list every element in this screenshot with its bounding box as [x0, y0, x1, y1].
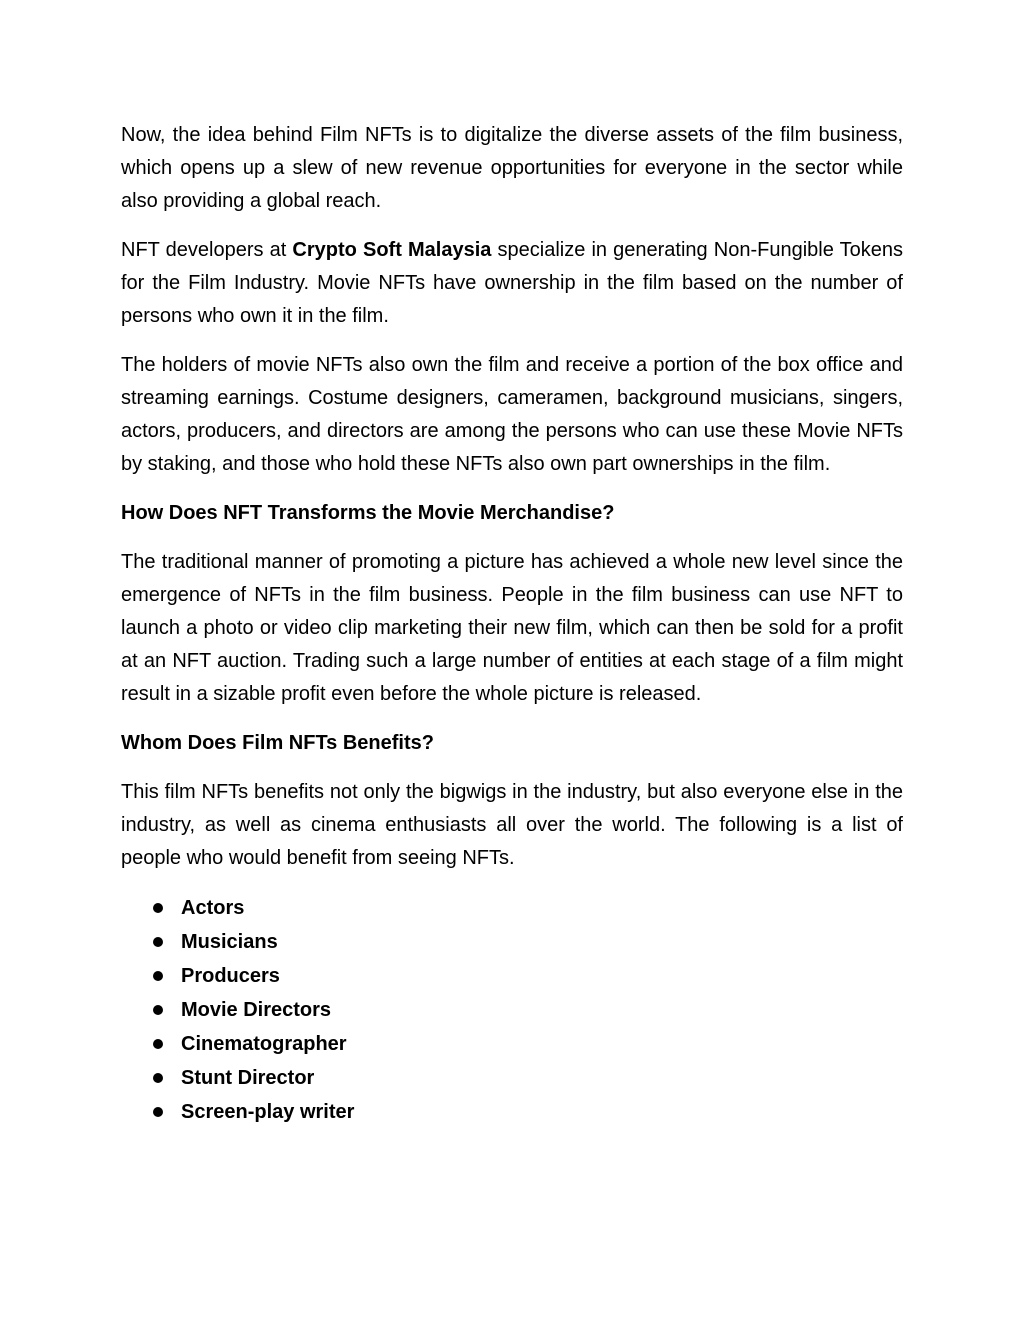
list-item-label: Musicians [181, 931, 278, 953]
bullet-icon [153, 1039, 163, 1049]
list-item-label: Producers [181, 965, 280, 987]
list-item [151, 1061, 903, 1095]
list-item-label: Stunt Director [181, 1067, 315, 1089]
list-item [151, 1027, 903, 1061]
list-item [151, 1095, 903, 1129]
list-item-label: Screen-play writer [181, 1101, 355, 1123]
paragraph-holders: The holders of movie NFTs also own the film and receive a portion of the box office and streaming earnings. Costume designers, cameramen, background musicians, singers, actors, producers, and directors are among the persons who can use these Movie NFTs by staking, and those who hold these NFTs also own part ownerships in the film. [121, 354, 903, 475]
heading-merchandise: How Does NFT Transforms the Movie Merchandise? [121, 502, 615, 524]
document-page [121, 119, 903, 1129]
list-item [151, 993, 903, 1027]
list-item [151, 891, 903, 925]
paragraph-beneficiaries: This film NFTs benefits not only the bigwigs in the industry, but also everyone else in the industry, as well as cinema enthusiasts all over the world. The following is a list of people who would benefit from seeing NFTs. [121, 781, 903, 869]
paragraph-intro: Now, the idea behind Film NFTs is to digitalize the diverse assets of the film business, which opens up a slew of new revenue opportunities for everyone in the sector while also providing a global reach. [121, 124, 903, 212]
list-item-label: Cinematographer [181, 1033, 347, 1055]
list-item [151, 925, 903, 959]
paragraph-developers [121, 234, 903, 333]
bullet-icon [153, 937, 163, 947]
bullet-icon [153, 971, 163, 981]
bullet-icon [153, 1107, 163, 1117]
bullet-icon [153, 1005, 163, 1015]
paragraph-developers-lead: NFT developers at [121, 239, 293, 261]
company-name: Crypto Soft Malaysia [292, 239, 492, 261]
list-item-label: Actors [181, 897, 245, 919]
heading-benefits: Whom Does Film NFTs Benefits? [121, 732, 434, 754]
paragraph-developers-rest: specialize in generating Non-Fungible Tokens for the Film Industry. Movie NFTs have ownership in the film based on the number of persons who own it in the film. [121, 239, 903, 327]
list-item-label: Movie Directors [181, 999, 332, 1021]
list-item [151, 959, 903, 993]
paragraph-promotion: The traditional manner of promoting a picture has achieved a whole new level since the emergence of NFTs in the film business. People in the film business can use NFT to launch a photo or video clip marketing their new film, which can then be sold for a profit at an NFT auction. Trading such a large number of entities at each stage of a film might result in a sizable profit even before the whole picture is released. [121, 551, 903, 705]
beneficiaries-list [121, 891, 903, 1129]
bullet-icon [153, 903, 163, 913]
bullet-icon [153, 1073, 163, 1083]
